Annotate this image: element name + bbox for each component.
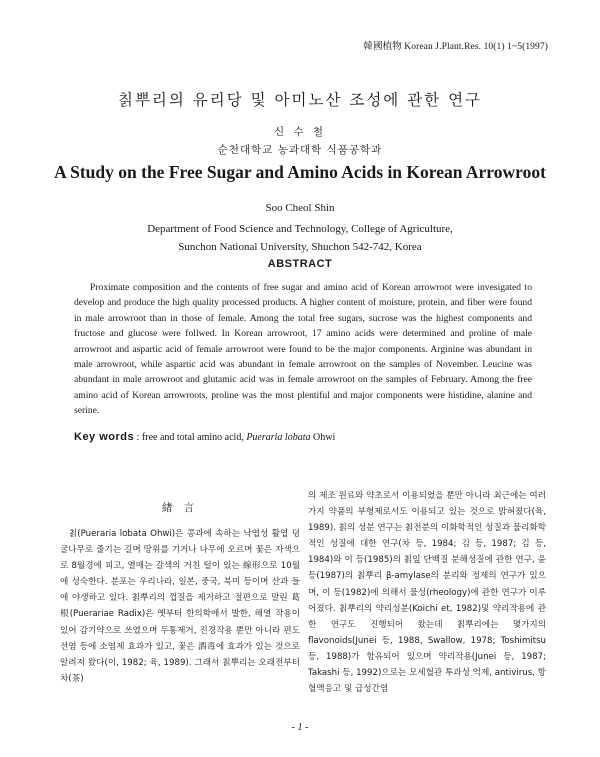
keywords xyxy=(74,431,544,443)
affiliation-line-1: Department of Food Science and Technology, College of Agriculture, xyxy=(147,223,453,235)
body-left-column: 칡(Pueraria lobata Ohwi)은 콩과에 속하는 낙엽성 활엽 덩굴나무로 줄기는 길며 땅위를 기거나 나무에 오르며 꽃은 자색으로 8월경에 피고, 열매는 갈색의 거친 털이 있는 線形으로 10월에 성숙한다. 분포는 우리나라, 일본, 중국, 북미 등이며 산과 들에 야생하고 있다. 칡뿌리의 껍질을 제거하고 절편으로 말린 葛根(Puerariae Radix)은 옛부터 한의학에서 발한, 해열 작용이 있어 감기약으로 쓰였으며 두통제거, 진경작용 뿐만 아니라 편도선염 등에 소염제 효과가 있고, 꽃은 酒毒에 효과가 있는 것으로 알려져 왔다(이, 1982; 육, 1989). 그래서 칡뿌리는 오래전부터 차(茶) xyxy=(60,529,300,684)
korean-affiliation: 순천대학교 농과대학 식품공학과 xyxy=(217,144,383,156)
keywords-label: Key words xyxy=(74,431,135,443)
keywords-text: free and total amino acid, xyxy=(141,432,244,443)
keywords-species: Pueraria lobata xyxy=(246,432,311,443)
page-number: - 1 - xyxy=(291,722,309,733)
korean-title: 칡뿌리의 유리당 및 아미노산 조성에 관한 연구 xyxy=(117,91,483,109)
english-author: Soo Cheol Shin xyxy=(265,202,335,214)
english-affiliation xyxy=(0,220,600,256)
affiliation-line-2: Sunchon National University, Shuchon 542-742, Korea xyxy=(178,241,422,253)
section-heading-introduction: 緖 言 xyxy=(161,502,199,514)
abstract-text: Proximate composition and the contents of free sugar and amino acid of Korean arrowroot were invesigated to develop and produce the high quality processed products. A higher content of moisture, protein, and fiber were found in male arrowroot than in those of female. Among the total free sugars, sucrose was the highest components and fructose and glucose were follwed. In Korean arrowroot, 17 amino acids were determined and proline of male arrowroot and aspartic acid of female arrowroot were found to be the major components. Arginine was abundant in male arrowroot, while aspartic acid was abundant in female arrowroot on the samples of November. Leucine was abundant in male arrowroot and glutamic acid was in female arrowroot on the samples of February. Among the free amino acid of Korean arrowroots, proline was the most plentiful and major components were histidine, alanine and serine. xyxy=(74,282,532,417)
keywords-separator: : xyxy=(136,432,140,443)
body-right-column: 의 제조 원료와 약초로서 이용되었을 뿐만 아니라 최근에는 여러 가지 약품의 부형제로서도 이용되고 있는 것으로 밝혀졌다(육, 1989). 칡의 성분 연구는 칡전분의 이화학적인 성질과 물리화학적인 성질에 대한 연구(차 등, 1984; 김 등, 1987; 김 등, 1984)와 이 등(1985)의 칡잎 단백질 분해성질에 관한 연구, 윤 등(1987)의 칡뿌리 β-amylase의 분리와 정제의 연구가 있으며, 이 등(1982)에 의해서 물성(rheology)에 관한 연구가 이루어졌다. 칡뿌리의 약리성분(Koichi et, 1982)및 약리작용에 관한 연구도 진행되어 왔는데 칡뿌리에는 몇가지의 flavonoids(Junei 등, 1988, Swallow, 1978; Toshimitsu 등, 1988)가 함유되어 있으며 약리작용(Junei 등, 1987; Takashi 등, 1992)으로는 모세혈관 투과성 억제, antivirus, 항혈액응고 및 급성간염 xyxy=(308,491,547,695)
korean-author: 신 수 철 xyxy=(273,126,327,138)
keywords-author: Ohwi xyxy=(313,432,336,443)
abstract-heading: ABSTRACT xyxy=(267,258,333,270)
journal-reference: 韓國植物 Korean J.Plant.Res. 10(1) 1~5(1997) xyxy=(363,42,548,52)
english-title: A Study on the Free Sugar and Amino Acids in Korean Arrowroot xyxy=(54,162,546,182)
